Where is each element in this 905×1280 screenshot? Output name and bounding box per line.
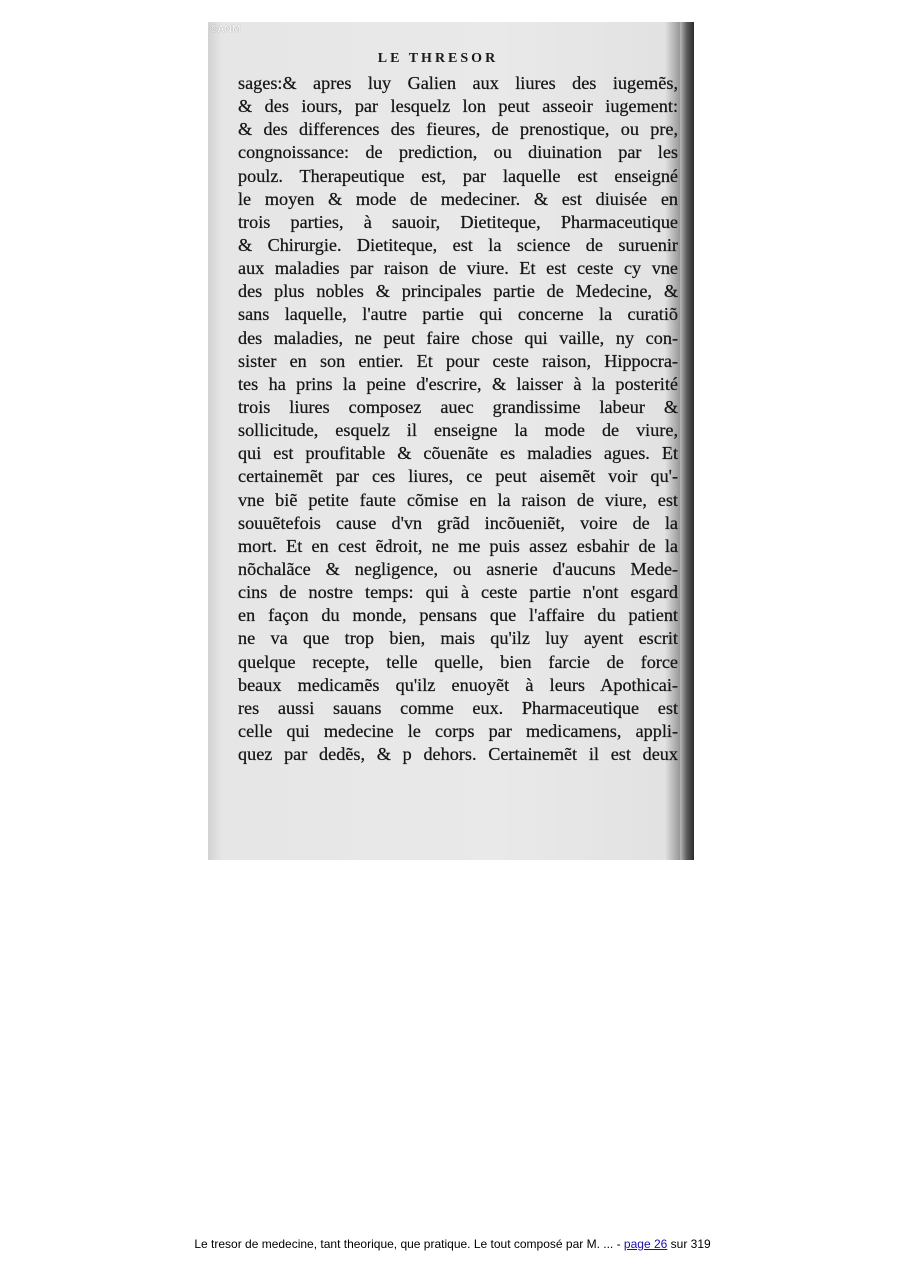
scanned-page-image bbox=[208, 22, 694, 860]
text-line: certainemẽt par ces liures, ce peut aisemẽt voir qu'- bbox=[238, 466, 678, 487]
text-line: sages:& apres luy Galien aux liures des iugemẽs, bbox=[238, 73, 678, 93]
text-line: sans laquelle, l'autre partie qui concerne la curatiõ bbox=[238, 304, 678, 325]
text-line: quelque recepte, telle quelle, bien farcie de force bbox=[238, 651, 678, 672]
text-line: nõchalãce & negligence, ou asnerie d'aucuns Mede- bbox=[238, 558, 678, 579]
text-line: & des differences des fieures, de prenostique, ou pre, bbox=[238, 119, 678, 140]
text-line: beaux medicamẽs qu'ilz enuoyẽt à leurs Apothicai- bbox=[238, 674, 678, 695]
page-caption bbox=[0, 1237, 905, 1251]
text-line: des maladies, ne peut faire chose qui vaille, ny con- bbox=[238, 327, 678, 348]
binding-shadow bbox=[680, 22, 694, 860]
text-line: trois liures composez auec grandissime labeur & bbox=[238, 396, 678, 417]
text-line: res aussi sauans comme eux. Pharmaceutique est bbox=[238, 697, 678, 718]
text-line: congnoissance: de prediction, ou diuination par les bbox=[238, 142, 678, 163]
text-line: des plus nobles & principales partie de Medecine, & bbox=[238, 281, 678, 302]
page-body-text bbox=[238, 72, 678, 766]
text-line: mort. Et en cest ẽdroit, ne me puis assez esbahir de la bbox=[238, 535, 678, 556]
watermark: ©ANM bbox=[210, 24, 241, 35]
text-line: celle qui medecine le corps par medicamens, appli- bbox=[238, 720, 678, 741]
text-line: souuẽtefois cause d'vn grãd incõueniẽt, voire de la bbox=[238, 512, 678, 533]
text-line: aux maladies par raison de viure. Et est ceste cy vne bbox=[238, 258, 678, 279]
running-head: LE THRESOR bbox=[377, 51, 499, 66]
text-line: qui est proufitable & cõuenãte es maladies agues. Et bbox=[238, 443, 678, 464]
text-line: cins de nostre temps: qui à ceste partie n'ont esgard bbox=[238, 582, 678, 603]
text-line: en façon du monde, pensans que l'affaire du patient bbox=[238, 605, 678, 626]
caption-title: Le tresor de medecine, tant theorique, que pratique. Le tout composé par M. ... - bbox=[194, 1237, 624, 1251]
text-line: trois parties, à sauoir, Dietiteque, Pharmaceutique bbox=[238, 211, 678, 232]
page-link[interactable]: page 26 bbox=[623, 1237, 668, 1251]
text-line: vne biẽ petite faute cõmise en la raison de viure, est bbox=[238, 489, 678, 510]
text-line: sollicitude, esquelz il enseigne la mode de viure, bbox=[238, 420, 678, 441]
text-line: quez par dedẽs, & p dehors. Certainemẽt il est deux bbox=[238, 744, 678, 765]
text-line: sister en son entier. Et pour ceste raison, Hippocra- bbox=[238, 350, 678, 371]
text-line: le moyen & mode de medeciner. & est diuisée en bbox=[238, 188, 678, 209]
text-line: & des iours, par lesquelz lon peut asseoir iugement: bbox=[238, 96, 678, 117]
text-line: & Chirurgie. Dietiteque, est la science de suruenir bbox=[238, 234, 678, 255]
text-line: poulz. Therapeutique est, par laquelle est enseigné bbox=[238, 165, 678, 186]
text-line: tes ha prins la peine d'escrire, & laisser à la posterité bbox=[238, 373, 678, 394]
caption-total: sur 319 bbox=[667, 1237, 711, 1251]
text-line: ne va que trop bien, mais qu'ilz luy ayent escrit bbox=[238, 628, 678, 649]
